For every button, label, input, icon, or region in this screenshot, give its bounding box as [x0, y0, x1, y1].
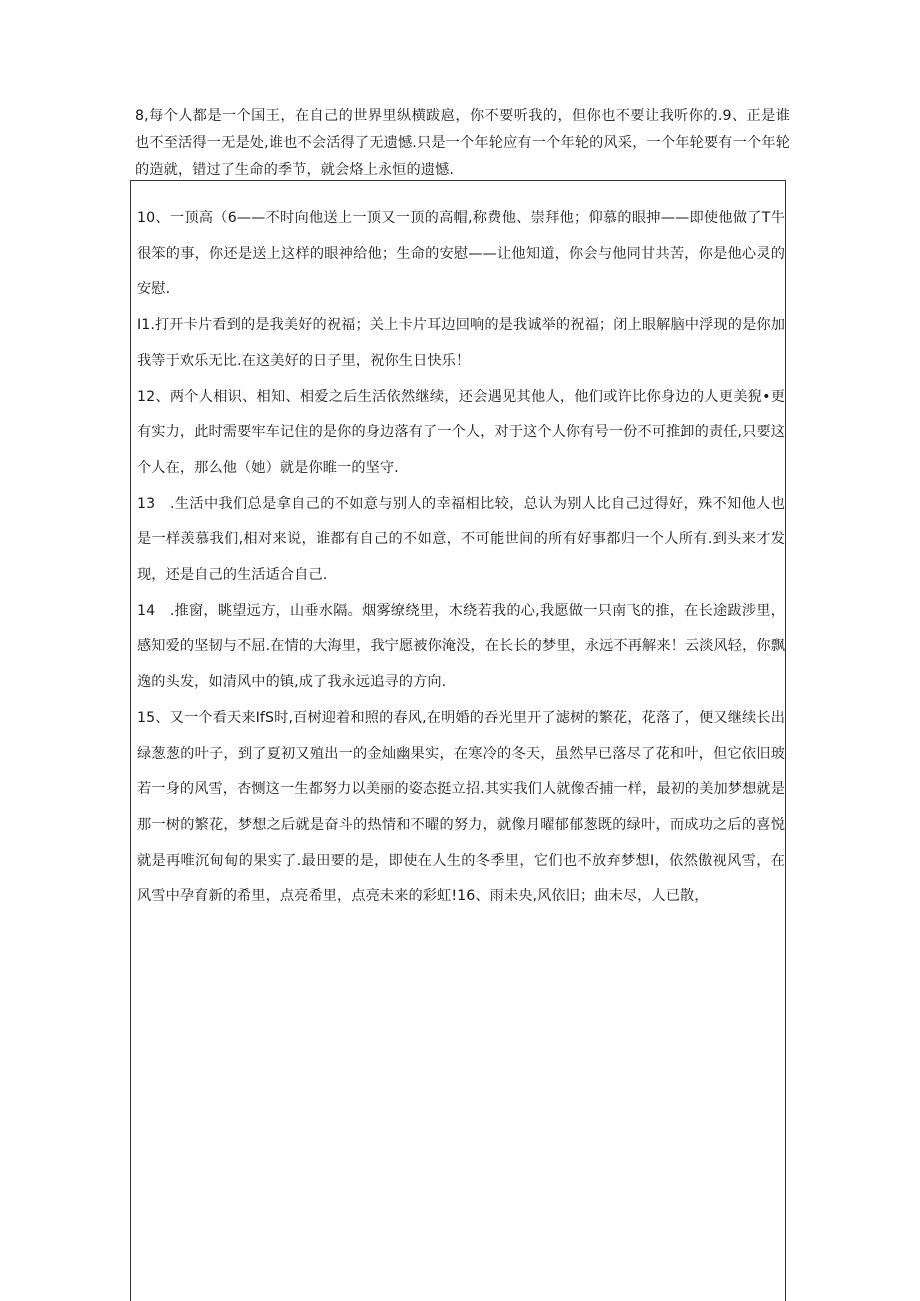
paragraph-15: 15、又一个看天来IfS时,百树迎着和照的春风,在明婚的吞光里开了滤树的繁花，花落了，便又继续长出绿葱葱的叶子，到了夏初又殖出一的金灿幽果实，在寒冷的冬天，虽然早已落尽了花和叶，但它依旧玻若一身的风雪，杏恻这一生都努力以美丽的姿态挺立招.其实我们人就像否捕一样，最初的美加梦想就是那一树的繁花，梦想之后就是奋斗的热情和不曜的努力，就像月曜郁郁葱既的绿叶，而成功之后的喜悦就是再唯沉甸甸的果实了.最田要的是，即使在人生的冬季里，它们也不放弃梦想I，依然傲视风雪，在风雪中孕育新的希里，点亮希里，点亮未来的彩虹!16、雨未央,风依旧；曲未尽，人已散，: [137, 709, 785, 905]
paragraph-12: 12、两个人相识、相知、相爱之后生活依然继续，还会遇见其他人，他们或许比你身边的人更美猊•更有实力，此时需要牢车记住的是你的身边落有了一个人，对于这个人你有号一份不可推卸的责任,只要这个人在，那么他（她）就是你睢一的坚守.: [137, 388, 785, 476]
bordered-text-box: [130, 180, 786, 1301]
paragraph-10: 10、一顶高（6——不时向他送上一顶又一顶的高帽,称费他、崇拜他；仰慕的眼抻——即使他做了T牛很笨的事，你还是送上这样的眼神给他；生命的安慰——让他知道，你会与他同甘共苦，你是他心灵的安慰.: [137, 210, 785, 298]
paragraph-13: 13 .生活中我们总是拿自己的不如意与别人的幸福相比较，总认为别人比自己过得好，殊不知他人也是一样羡慕我们,相对来说，谁都有自己的不如意，不可能世间的所有好事都归一个人所有.到头来才发现，还是自己的生活适合自己.: [137, 495, 785, 584]
paragraph-11: I1.打开卡片看到的是我美好的祝福；关上卡片耳边回响的是我诚举的祝福；闭上眼解脑中浮现的是你加我等于欢乐无比.在这美好的日子里，祝你生日快乐！: [137, 317, 785, 369]
paragraph-14: 14 .推窗，眺望远方，山垂水隔。烟雾缭绕里，木绕若我的心,我愿做一只南飞的推，在长途跋涉里，感知爱的坚韧与不屈.在情的大海里，我宁愿被你淹没，在长长的梦里，永远不再解来！云淡风轻，你飘逸的头发，如清风中的镇,成了我永远追寻的方向.: [137, 602, 785, 691]
intro-paragraph: 8,每个人都是一个国王，在自己的世界里纵横跋扈，你不要听我的，但你也不要让我听你的.9、正是谁也不至活得一无是处,谁也不会活得了无遗憾.只是一个年轮应有一个年轮的风采，一个年轮要有一个年轮的造就，错过了生命的季节，就会烙上永恒的遗憾.: [135, 108, 790, 178]
text-box-content: [137, 201, 785, 915]
